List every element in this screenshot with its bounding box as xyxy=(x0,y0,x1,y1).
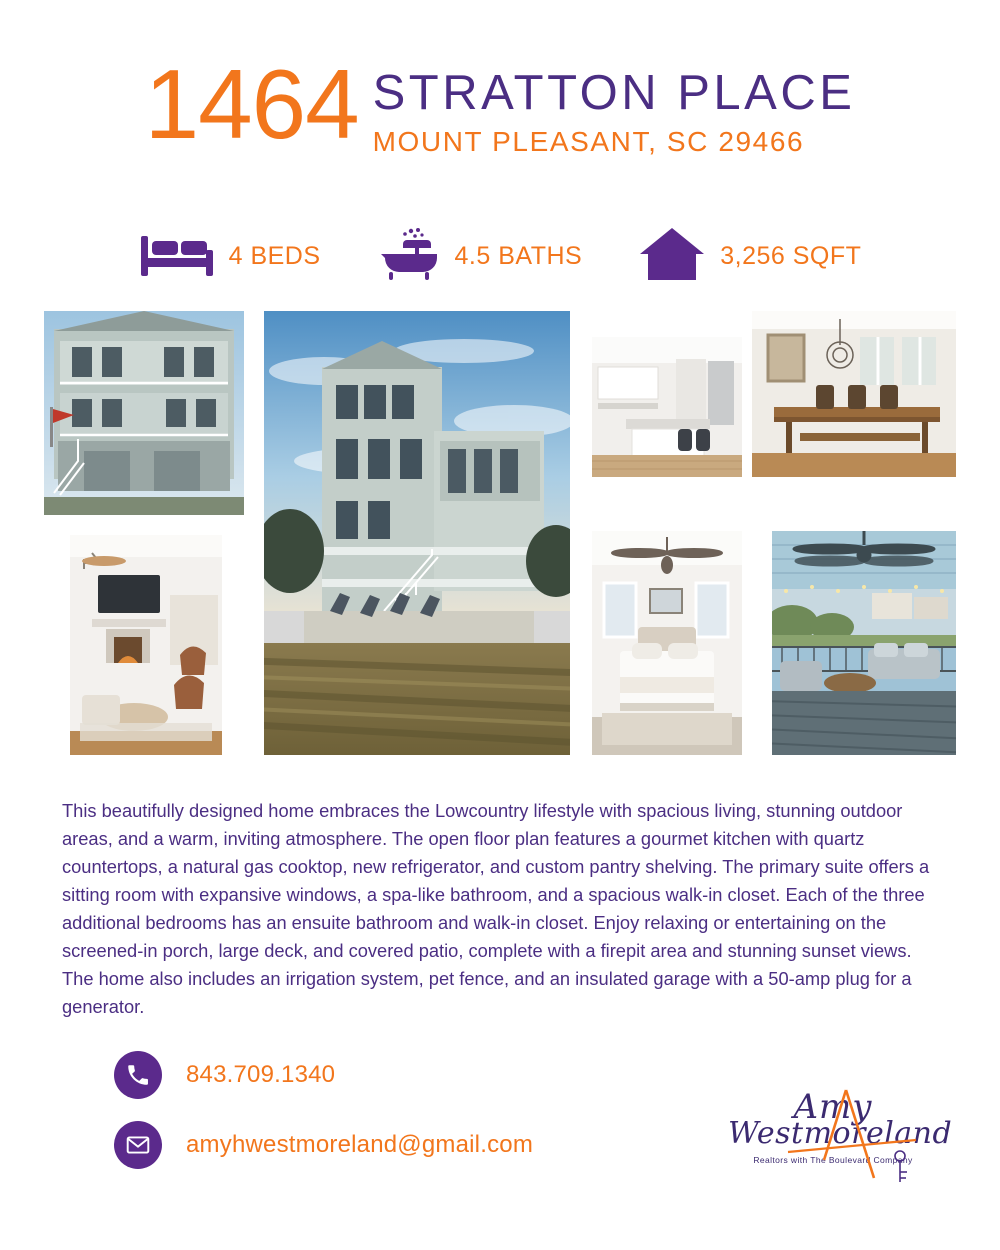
logo-last-name: Westmoreland xyxy=(728,1115,953,1151)
logo-first-name: Amy xyxy=(793,1087,873,1128)
photo-rear xyxy=(264,311,570,755)
photo-dining xyxy=(752,311,956,477)
bathtub-icon xyxy=(377,226,441,287)
house-icon xyxy=(638,226,706,287)
bed-icon xyxy=(139,230,215,283)
feature-baths xyxy=(377,226,583,287)
envelope-icon xyxy=(114,1121,162,1169)
phone-icon xyxy=(114,1051,162,1099)
photo-living xyxy=(70,535,222,755)
city-state-zip: MOUNT PLEASANT, SC 29466 xyxy=(372,126,805,157)
contact-email-row[interactable] xyxy=(114,1121,533,1169)
street-number: 1464 xyxy=(144,49,359,159)
property-description: This beautifully designed home embraces the Lowcountry lifestyle with spacious living, stunning outdoor areas, and a warm, inviting atmosphere. The open floor plan features a gourmet kitchen with quartz countertops, a natural gas cooktop, new refrigerator, and custom pantry shelving. The primary suite offers a sitting room with expansive windows, a spa-like bathroom, and a spacious walk-in closet. Each of the three additional bedrooms has an ensuite bathroom and walk-in closet. Enjoy relaxing or entertaining on the screened-in porch, large deck, and covered patio, complete with a firepit area and stunning sunset views. The home also includes an irrigation system, pet fence, and an insulated garage with a 50-amp plug for a generator. xyxy=(62,800,930,1017)
feature-baths-label: 4.5 BATHS xyxy=(454,242,583,270)
photo-kitchen xyxy=(592,337,742,477)
listing-header xyxy=(0,0,1000,159)
feature-beds-label: 4 BEDS xyxy=(228,242,321,270)
address-block xyxy=(359,55,856,156)
contact-phone-row[interactable] xyxy=(114,1051,533,1099)
phone-number: 843.709.1340 xyxy=(186,1060,336,1088)
photo-bedroom xyxy=(592,531,742,755)
email-address: amyhwestmoreland@gmail.com xyxy=(186,1130,534,1158)
feature-bar xyxy=(0,226,1000,287)
photo-gallery xyxy=(0,311,1000,761)
photo-porch xyxy=(772,531,956,755)
feature-sqft-label: 3,256 SQFT xyxy=(720,242,862,270)
agent-logo xyxy=(728,1087,953,1169)
street-name: STRATTON PLACE xyxy=(372,66,856,120)
feature-sqft xyxy=(638,226,861,287)
contact-details xyxy=(62,1051,533,1169)
logo-tagline: Realtors with The Boulevard Company xyxy=(753,1154,913,1165)
photo-front xyxy=(44,311,244,515)
feature-beds xyxy=(139,230,321,283)
contact-section xyxy=(0,1051,1000,1169)
